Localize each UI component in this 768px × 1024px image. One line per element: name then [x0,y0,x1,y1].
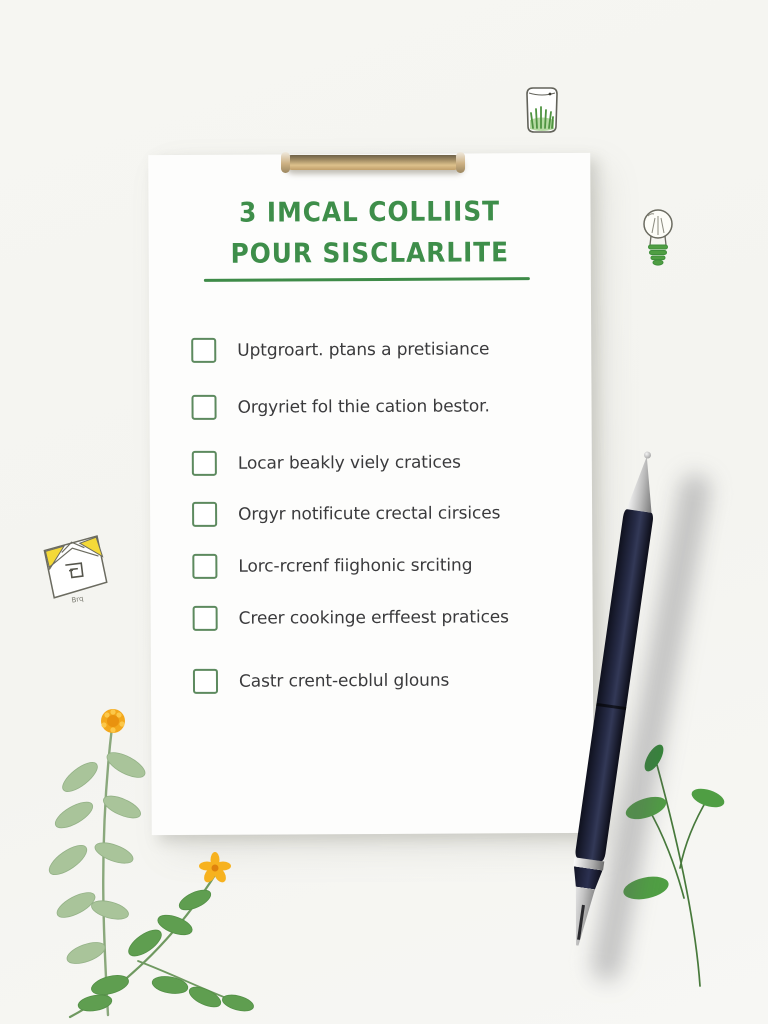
checkbox[interactable] [193,606,218,631]
envelope-icon [38,530,112,610]
item-label: Orgyr notificute crectal cirsices [238,502,501,525]
checklist-item [192,552,472,578]
item-label: Orgyriet fol thie cation bestor. [237,395,490,418]
checklist-item [192,500,500,527]
item-label: Locar beakly viely cratices [237,452,461,474]
item-label: Uptgroart. ptans a pretisiance [237,338,490,361]
item-label: Castr crent-ecblul glouns [238,670,450,692]
envelope-caption: Brq [70,594,85,605]
title-line-1: 3 IMCAL COLLIIST [239,196,501,229]
pen-top-ball [643,451,651,459]
checkbox[interactable] [191,395,216,420]
pen-seam [596,703,626,710]
lightbulb-icon [636,206,682,268]
pen-top-cone [624,454,661,513]
page-title [148,191,590,275]
item-label: Creer cookinge erffeest pratices [238,606,509,629]
pen-nib-cone [562,886,600,948]
item-label: Lorc-rcrenf fiighonic srciting [238,554,473,577]
checklist-item [192,450,461,476]
title-underline [204,277,530,282]
clipboard-clip [284,155,462,170]
glass-jar-icon [520,84,564,136]
checkbox[interactable] [192,554,217,579]
leafy-branch-illustration [10,685,320,1024]
checkbox[interactable] [192,451,217,476]
pen-grip-taper [571,866,604,890]
marigold-flower [101,709,125,733]
checklist-item [191,393,489,420]
checkbox[interactable] [192,502,217,527]
checkbox[interactable] [191,338,216,363]
pen-nib-slit [577,905,585,940]
checklist-item [193,604,509,631]
title-line-2: POUR SISCLARLITE [230,237,510,270]
small-flower [199,852,231,884]
checklist-item [191,336,489,363]
